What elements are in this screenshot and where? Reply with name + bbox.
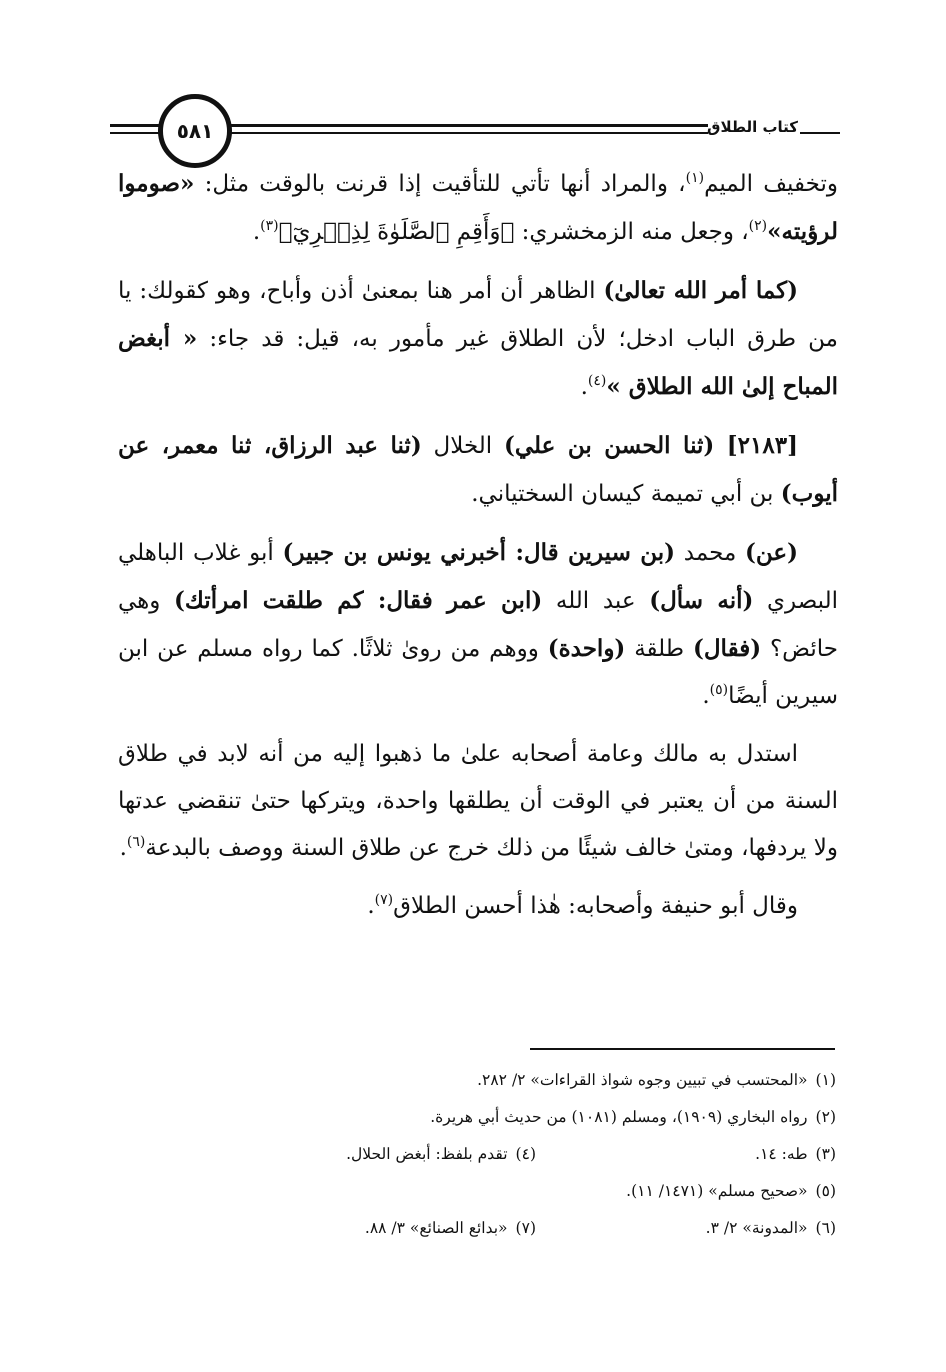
- matn-text: (أنه سأل): [649, 587, 754, 614]
- footnote-text: تقدم بلفظ: أبغض الحلال.: [346, 1145, 508, 1163]
- footnote-6: [536, 1210, 836, 1247]
- main-text: [118, 160, 838, 941]
- footnote-number: (٧): [515, 1219, 536, 1237]
- paragraph-3: [118, 422, 838, 518]
- footnote-3: [536, 1136, 836, 1173]
- text: .: [702, 683, 710, 709]
- matn-text: (كما أمر الله تعالىٰ): [603, 277, 799, 304]
- matn-text: (واحدة): [547, 635, 626, 662]
- page-number: ٥٨١: [158, 94, 232, 168]
- footnote-ref: (٧): [374, 892, 394, 908]
- footnote-1: [477, 1062, 836, 1099]
- footnote-number: (٦): [815, 1219, 836, 1237]
- text: الظاهر أن أمر هنا بمعنىٰ أذن وأباح، وهو كقولك: يا من طرق الباب ادخل؛ لأن الطلاق غير مأمور به، قيل: قد جاء:: [118, 278, 839, 352]
- footnote-number: (٤): [515, 1145, 536, 1163]
- text: طلقة: [625, 636, 693, 662]
- paragraph-4: [118, 529, 838, 720]
- footnote-5: [626, 1173, 836, 1210]
- footnote-text: «بدائع الصنائع» ٣/ ٨٨.: [364, 1219, 508, 1237]
- footnote-ref: (٥): [709, 682, 729, 698]
- paragraph-6: [118, 883, 838, 930]
- footnote-7: [365, 1210, 536, 1247]
- text: وتخفيف الميم: [704, 171, 838, 197]
- footnote-text: رواه البخاري (١٩٠٩)، ومسلم (١٠٨١) من حديث أبي هريرة.: [430, 1108, 808, 1126]
- paragraph-2: [118, 267, 838, 411]
- footnote-number: (١): [815, 1071, 836, 1089]
- running-title: كتاب الطلاق: [707, 118, 798, 136]
- header-rule: [800, 132, 840, 134]
- hadith-quote: « أبغض المباح إلىٰ الله الطلاق »: [118, 325, 838, 400]
- matn-text: (بن سيرين قال: أخبرني يونس بن جبير): [282, 539, 676, 566]
- text: وقال أبو حنيفة وأصحابه: هٰذا أحسن الطلاق: [393, 893, 798, 919]
- text: الخلال: [421, 433, 504, 459]
- footnote-row: [118, 1062, 836, 1099]
- text: .: [119, 835, 127, 861]
- text: عبد الله: [542, 588, 650, 614]
- footnote-row: [118, 1210, 836, 1247]
- footnote-number: (٣): [815, 1145, 836, 1163]
- text: أبو غلاب الباهلي البصري: [118, 540, 839, 614]
- footnote-2: [430, 1099, 836, 1136]
- matn-text: (فقال): [692, 635, 762, 662]
- paragraph-5: [118, 731, 838, 872]
- footnote-ref: (٣): [260, 218, 279, 234]
- footnote-ref: (٤): [587, 373, 607, 389]
- footnote-ref: (١): [685, 170, 705, 186]
- matn-text: [٢١٨٣] (ثنا الحسن بن علي): [504, 432, 798, 459]
- footnote-4: [346, 1136, 536, 1173]
- text: .: [580, 374, 588, 400]
- header-rule: [228, 124, 708, 127]
- header-rule: [110, 124, 160, 127]
- footnote-row: [118, 1136, 836, 1173]
- footnote-text: «المحتسب في تبيين وجوه شواذ القراءات» ٢/ ٢٨٢.: [477, 1071, 808, 1089]
- text: ووهم من روىٰ ثلاثًا. كما رواه مسلم عن ابن سيرين أيضًا: [118, 636, 838, 709]
- footnote-row: [118, 1173, 836, 1210]
- footnote-text: «صحيح مسلم» (١٤٧١/ ١١).: [626, 1182, 808, 1200]
- page-header: [110, 92, 840, 167]
- text: بن أبي تميمة كيسان السختياني.: [471, 481, 781, 507]
- text: استدل به مالك وعامة أصحابه علىٰ ما ذهبوا إليه من أنه لابد في طلاق السنة من أن يعتبر في الوقت أن يطلقها واحدة، ويتركها حتىٰ تنقضي عدتها ولا يردفها، ومتىٰ خالف شيئًا من ذلك خرج عن طلاق السنة ووصف بالبدعة: [118, 741, 838, 861]
- footnote-ref: (٦): [126, 834, 146, 850]
- header-rule: [110, 132, 160, 134]
- footnotes: [118, 1062, 836, 1247]
- text: وهي حائض؟: [118, 588, 838, 662]
- text: ، والمراد أنها تأتي للتأقيت إذا قرنت بالوقت مثل:: [194, 171, 686, 197]
- text: محمد: [675, 540, 745, 566]
- paragraph-1: [118, 160, 838, 256]
- matn-text: (ثنا عبد الرزاق، ثنا معمر، عن أيوب): [118, 432, 838, 507]
- footnote-text: طه: ١٤.: [755, 1145, 808, 1163]
- footnote-text: «المدونة» ٢/ ٣.: [705, 1219, 808, 1237]
- hadith-quote: «صوموا لرؤيته»: [118, 170, 838, 245]
- footnote-ref: (٢): [748, 218, 768, 234]
- footnote-row: [118, 1099, 836, 1136]
- quran-verse: ﴿وَأَقِمِ ٱلصَّلَوٰةَ لِذِكۡرِيٓ﴾: [278, 219, 515, 245]
- text: .: [367, 893, 375, 919]
- text: ، وجعل منه الزمخشري:: [514, 219, 749, 245]
- text: .: [252, 219, 261, 245]
- header-rule: [228, 132, 708, 134]
- matn-text: (عن): [744, 539, 798, 566]
- footnote-number: (٢): [815, 1108, 836, 1126]
- footnote-divider: [530, 1048, 835, 1050]
- matn-text: (ابن عمر فقال: كم طلقت امرأتك): [174, 587, 543, 614]
- footnote-number: (٥): [815, 1182, 836, 1200]
